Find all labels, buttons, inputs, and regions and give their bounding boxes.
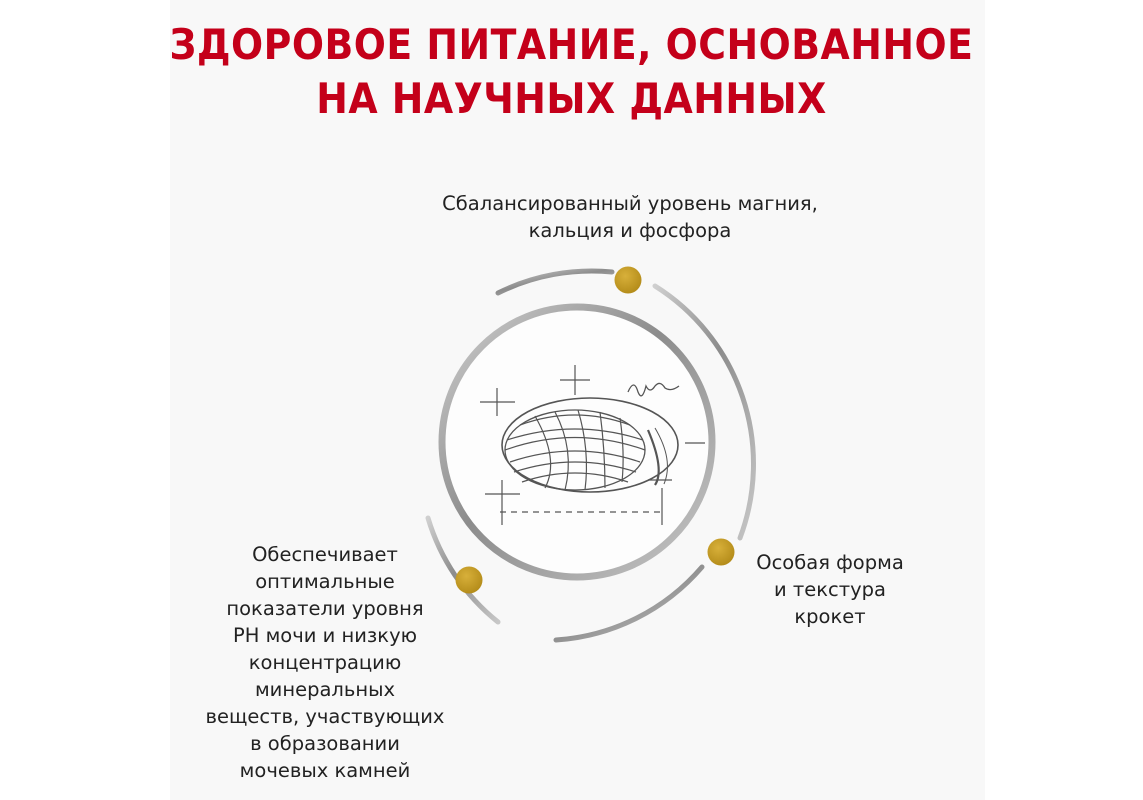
benefit-right-line: и текстура	[774, 578, 886, 601]
benefit-left-line: в образовании	[250, 732, 400, 755]
page-title-line-2: НА НАУЧНЫХ ДАННЫХ	[316, 74, 827, 123]
benefit-label-left	[180, 541, 470, 784]
benefit-left-line: оптимальные	[255, 570, 395, 593]
benefit-right-line: крокет	[794, 605, 866, 628]
benefit-right-line: Особая форма	[756, 551, 904, 574]
benefit-label-top	[400, 190, 860, 244]
page-title-line-1: ЗДОРОВОЕ ПИТАНИЕ, ОСНОВАННОЕ	[169, 20, 974, 69]
gold-dot-icon-top	[615, 267, 642, 294]
benefit-left-line: Обеспечивает	[252, 543, 398, 566]
benefit-left-line: веществ, участвующих	[205, 705, 445, 728]
benefit-left-line: минеральных	[254, 678, 396, 701]
benefit-left-line: PH мочи и низкую	[232, 624, 418, 647]
benefit-top-line: Сбалансированный уровень магния,	[442, 192, 818, 215]
benefit-label-right	[735, 549, 925, 630]
inner-ring	[442, 307, 712, 577]
benefit-top-line: кальция и фосфора	[528, 219, 732, 242]
benefit-left-line: концентрацию	[248, 651, 402, 674]
benefit-left-line: показатели уровня	[226, 597, 424, 620]
benefit-left-line: мочевых камней	[239, 759, 411, 782]
gold-dot-icon-right	[708, 539, 735, 566]
outer-arc-top-left	[498, 271, 612, 293]
